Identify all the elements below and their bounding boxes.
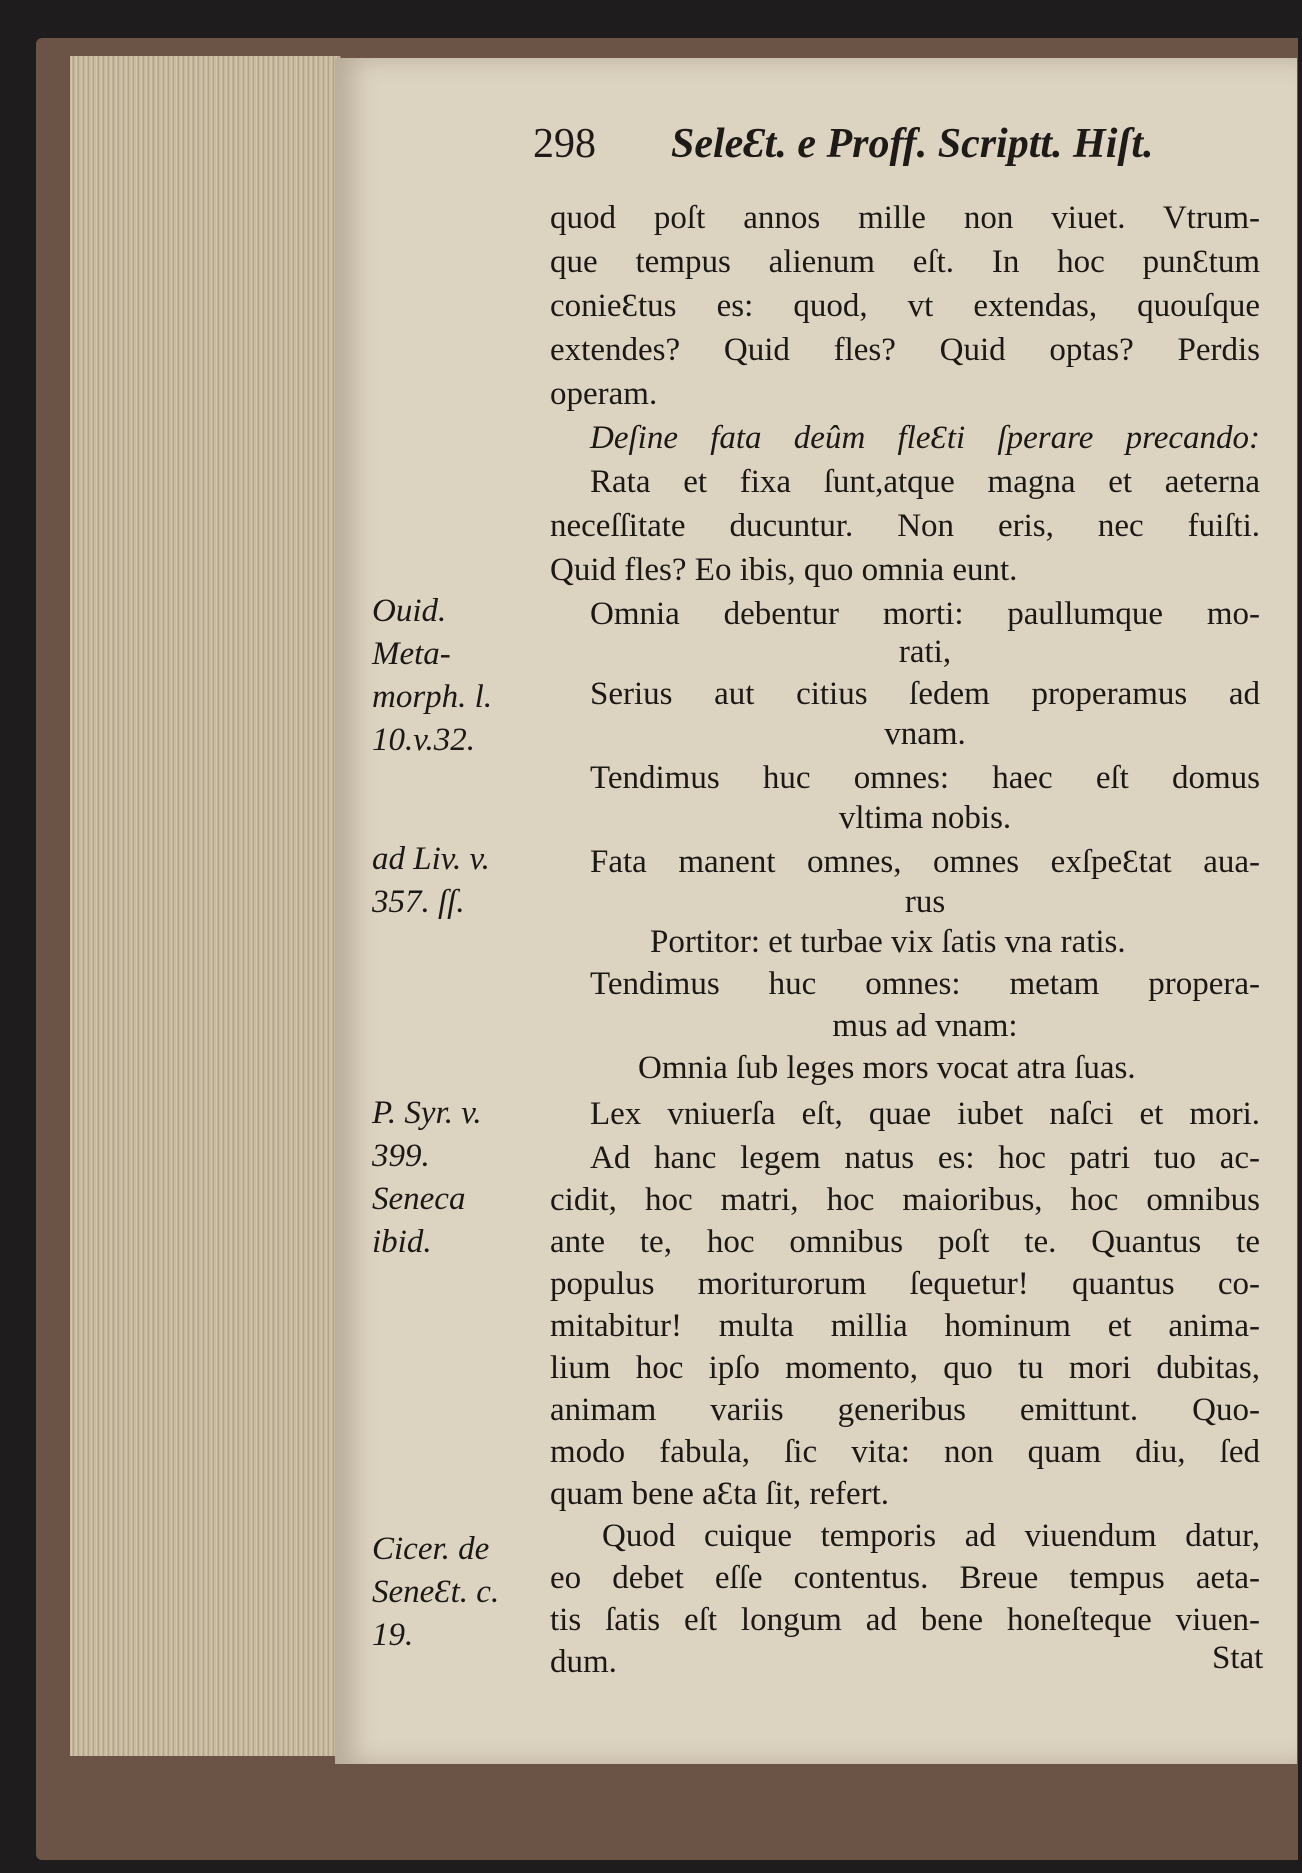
marginal-line: 357. ſſ. <box>372 884 465 920</box>
marginal-line: Meta- <box>372 636 451 672</box>
text-line: quam bene aƐta ſit, refert. <box>550 1476 890 1512</box>
text-line: Rata et fixa ſunt,atque magna et aeterna <box>590 464 1260 500</box>
verse-line: Portitor: et turbae vix ſatis vna ratis. <box>650 924 1126 960</box>
text-line: tis ſatis eſt longum ad bene honeſteque viuen- <box>550 1602 1260 1638</box>
catchword: Stat <box>1212 1640 1264 1676</box>
marginal-line: Ouid. <box>372 593 447 629</box>
verse-line: mus ad vnam: <box>832 1008 1018 1044</box>
verse-line: Omnia ſub leges mors vocat atra ſuas. <box>638 1050 1136 1086</box>
marginal-line: 399. <box>372 1138 430 1174</box>
text-line: quod poſt annos mille non viuet. Vtrum- <box>550 200 1260 236</box>
marginal-line: ad Liv. v. <box>372 841 490 877</box>
marginal-note <box>372 590 542 762</box>
text-line: ante te, hoc omnibus poſt te. Quantus te <box>550 1224 1260 1260</box>
marginal-line: ibid. <box>372 1224 432 1260</box>
text-line: eo debet eſſe contentus. Breue tempus aeta- <box>550 1560 1260 1596</box>
text-line: populus moriturorum ſequetur! quantus co- <box>550 1266 1260 1302</box>
marginal-line: 19. <box>372 1617 414 1653</box>
marginal-line: P. Syr. v. <box>372 1095 482 1131</box>
verse-line: Serius aut citius ſedem properamus ad <box>590 676 1260 712</box>
marginal-note <box>372 1092 542 1264</box>
verse-line: rati, <box>898 634 952 670</box>
text-line: modo fabula, ſic vita: non quam diu, ſed <box>550 1434 1260 1470</box>
text-line: neceſſitate ducuntur. Non eris, nec fuiſti. <box>550 508 1260 544</box>
text-line: dum. <box>550 1644 617 1680</box>
text-line: lium hoc ipſo momento, quo tu mori dubitas, <box>550 1350 1260 1386</box>
verse-line: Fata manent omnes, omnes exſpeƐtat aua- <box>590 844 1260 880</box>
text-line: Quod cuique temporis ad viuendum datur, <box>602 1518 1260 1554</box>
verse-line: vltima nobis. <box>838 800 1012 836</box>
marginal-line: morph. l. <box>372 679 493 715</box>
text-line: Lex vniuerſa eſt, quae iubet naſci et mori. <box>590 1096 1260 1132</box>
text-line: extendes? Quid fles? Quid optas? Perdis <box>550 332 1260 368</box>
verse-line: Tendimus huc omnes: metam propera- <box>590 966 1260 1002</box>
text-line: mitabitur! multa millia hominum et anima- <box>550 1308 1260 1344</box>
verse-line: Tendimus huc omnes: haec eſt domus <box>590 760 1260 796</box>
text-line: Quid fles? Eo ibis, quo omnia eunt. <box>550 552 1018 588</box>
marginal-line: 10.v.32. <box>372 722 475 758</box>
marginal-line: Seneca <box>372 1181 466 1217</box>
text-line: que tempus alienum eſt. In hoc punƐtum <box>550 244 1260 280</box>
marginal-line: SeneƐt. c. <box>372 1574 500 1610</box>
text-line: Ad hanc legem natus es: hoc patri tuo ac- <box>590 1140 1260 1176</box>
marginal-note <box>372 1528 542 1657</box>
text-line: animam variis generibus emittunt. Quo- <box>550 1392 1260 1428</box>
text-line: operam. <box>550 376 658 412</box>
running-title: SeleƐt. e Proff. Scriptt. Hiſt. <box>671 121 1154 167</box>
verse-line: rus <box>904 884 946 920</box>
verse-line: vnam. <box>884 716 966 752</box>
marginal-note <box>372 838 542 924</box>
text-line: conieƐtus es: quod, vt extendas, quouſque <box>550 288 1260 324</box>
text-line: cidit, hoc matri, hoc maioribus, hoc omnibus <box>550 1182 1260 1218</box>
verse-line: Omnia debentur morti: paullumque mo- <box>590 596 1260 632</box>
marginal-line: Cicer. de <box>372 1531 490 1567</box>
page-number: 298 <box>533 121 596 167</box>
verse-line: Deſine fata deûm fleƐti ſperare precando: <box>590 420 1260 456</box>
